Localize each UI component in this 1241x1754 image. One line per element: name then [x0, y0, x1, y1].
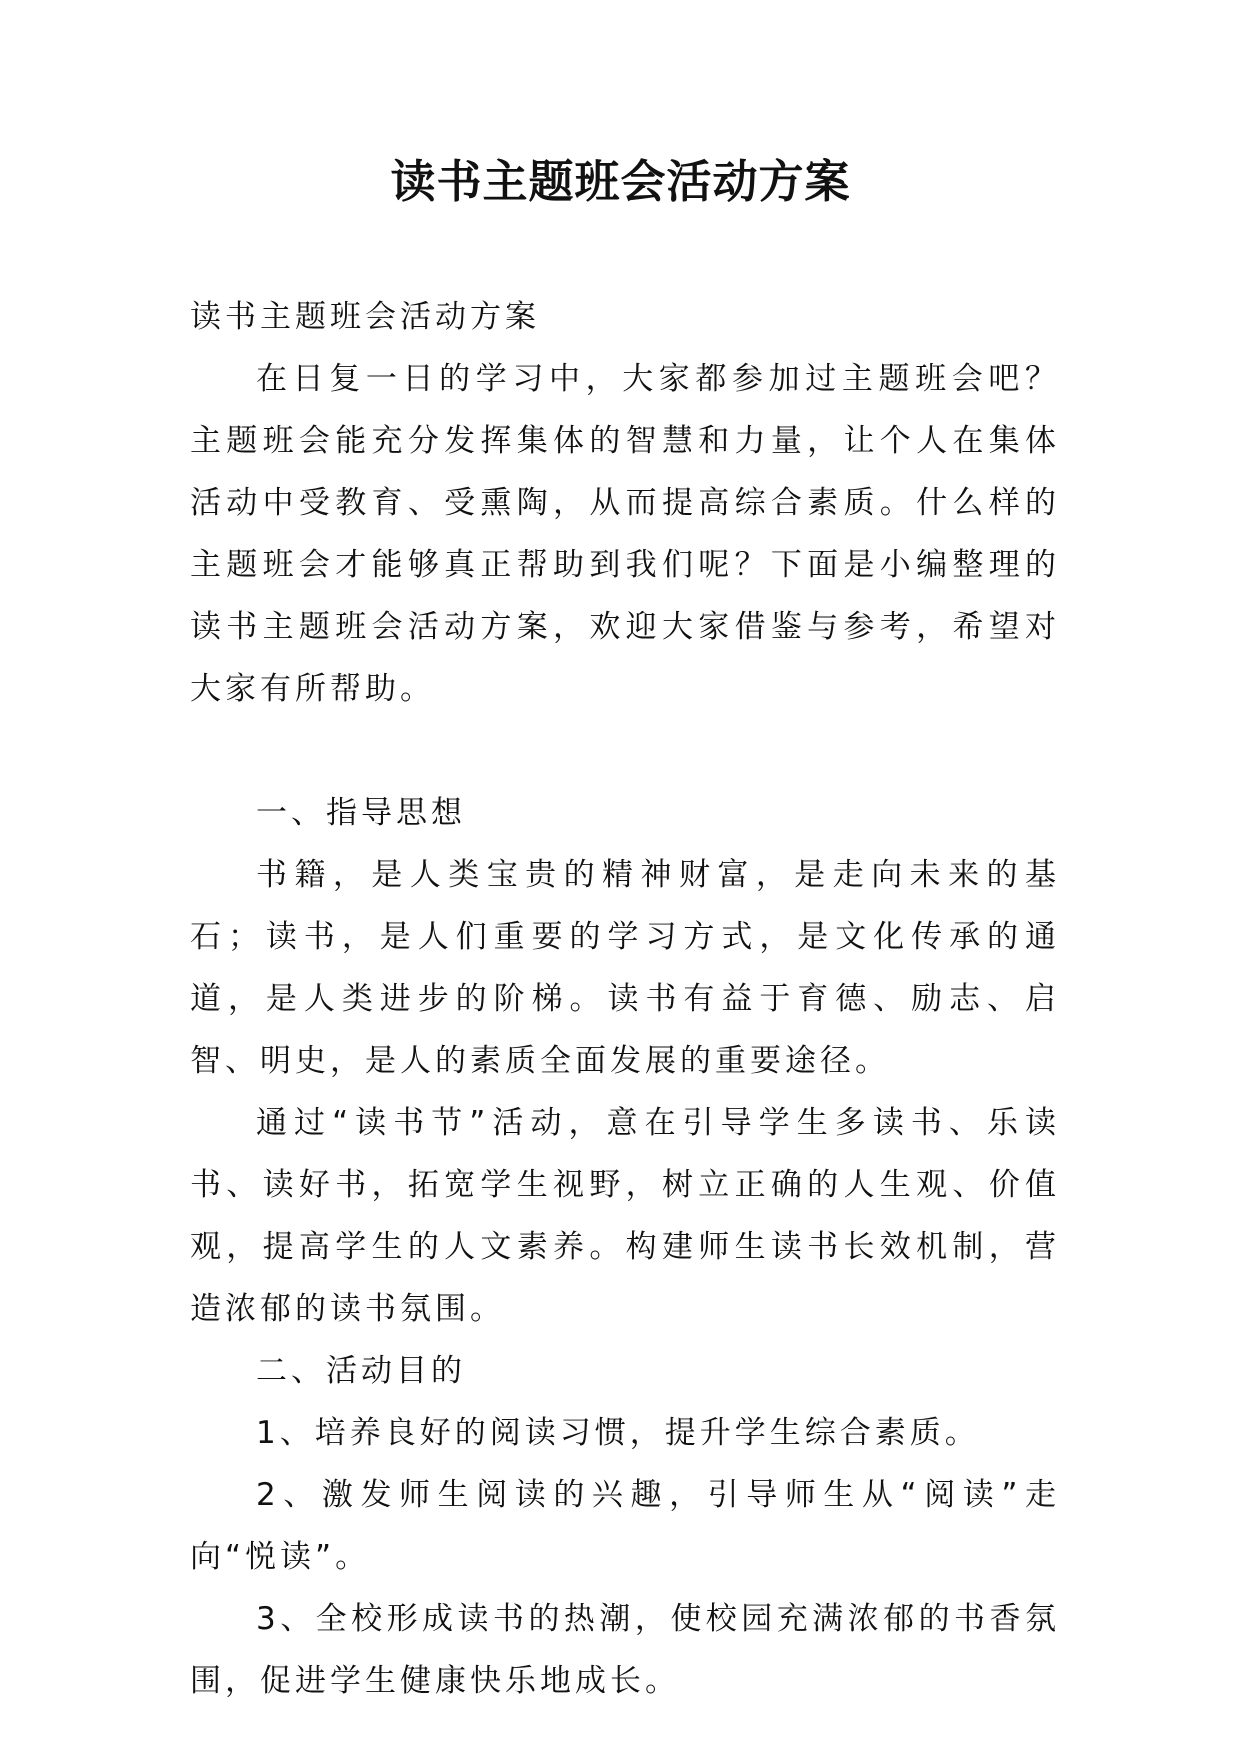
purpose-item-1: 1、培养良好的阅读习惯，提升学生综合素质。 — [256, 1415, 980, 1451]
purpose-item-2: 2、激发师生阅读的兴趣，引导师生从“阅读”走向“悦读”。 — [190, 1477, 1060, 1575]
document-body — [190, 286, 1060, 1712]
document-subtitle: 读书主题班会活动方案 — [190, 299, 540, 335]
intro-paragraph: 在日复一日的学习中，大家都参加过主题班会吧？主题班会能充分发挥集体的智慧和力量，让个人在集体活动中受教育、受熏陶，从而提高综合素质。什么样的主题班会才能够真正帮助到我们呢？下面是小编整理的读书主题班会活动方案，欢迎大家借鉴与参考，希望对大家有所帮助。 — [190, 361, 1060, 707]
paragraph-gap — [190, 720, 1060, 782]
section-heading-activity-purpose: 二、活动目的 — [256, 1353, 466, 1389]
document-title: 读书主题班会活动方案 — [390, 155, 851, 208]
section-heading-guiding-ideology: 一、指导思想 — [256, 795, 466, 831]
guiding-ideology-paragraph-1: 书籍，是人类宝贵的精神财富，是走向未来的基石；读书，是人们重要的学习方式，是文化传承的通道，是人类进步的阶梯。读书有益于育德、励志、启智、明史，是人的素质全面发展的重要途径。 — [190, 857, 1060, 1079]
guiding-ideology-paragraph-2: 通过“读书节”活动，意在引导学生多读书、乐读书、读好书，拓宽学生视野，树立正确的人生观、价值观，提高学生的人文素养。构建师生读书长效机制，营造浓郁的读书氛围。 — [190, 1105, 1060, 1327]
purpose-item-3: 3、全校形成读书的热潮，使校园充满浓郁的书香氛围，促进学生健康快乐地成长。 — [190, 1601, 1060, 1699]
